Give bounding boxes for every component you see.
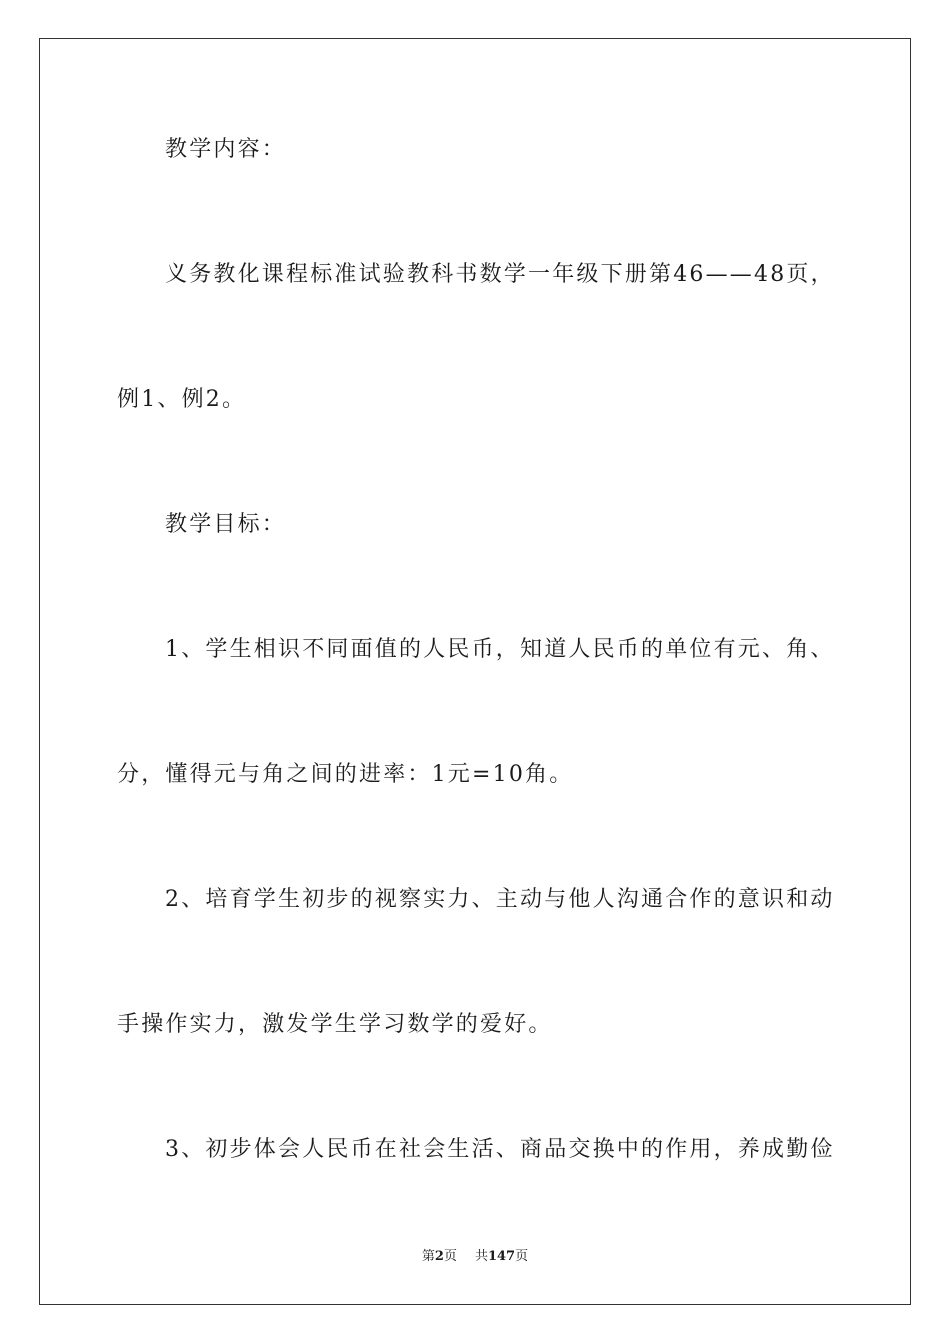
footer-total-suffix: 页 (515, 1249, 529, 1264)
page-footer (0, 1248, 950, 1266)
footer-page-number: 2 (434, 1249, 444, 1264)
paragraph-line: 3、初步体会人民币在社会生活、商品交换中的作用，养成勤俭 (165, 1137, 835, 1162)
footer-page-prefix: 第 (421, 1249, 435, 1264)
footer-total-prefix: 共 (474, 1249, 488, 1264)
footer-total-pages: 147 (487, 1249, 516, 1264)
page-border (39, 38, 911, 1305)
paragraph-line: 义务教化课程标准试验教科书数学一年级下册第46——48页， (165, 262, 835, 287)
heading-teaching-goals: 教学目标： (165, 512, 287, 537)
paragraph-line: 手操作实力，激发学生学习数学的爱好。 (117, 1012, 553, 1037)
paragraph-line: 1、学生相识不同面值的人民币，知道人民币的单位有元、角、 (165, 637, 835, 662)
paragraph-line: 2、培育学生初步的视察实力、主动与他人沟通合作的意识和动 (165, 887, 835, 912)
paragraph-line: 分，懂得元与角之间的进率：1元=10角。 (117, 762, 574, 787)
heading-teaching-content: 教学内容： (165, 137, 287, 162)
paragraph-line: 例1、例2。 (117, 387, 247, 412)
footer-page-suffix: 页 (443, 1249, 457, 1264)
